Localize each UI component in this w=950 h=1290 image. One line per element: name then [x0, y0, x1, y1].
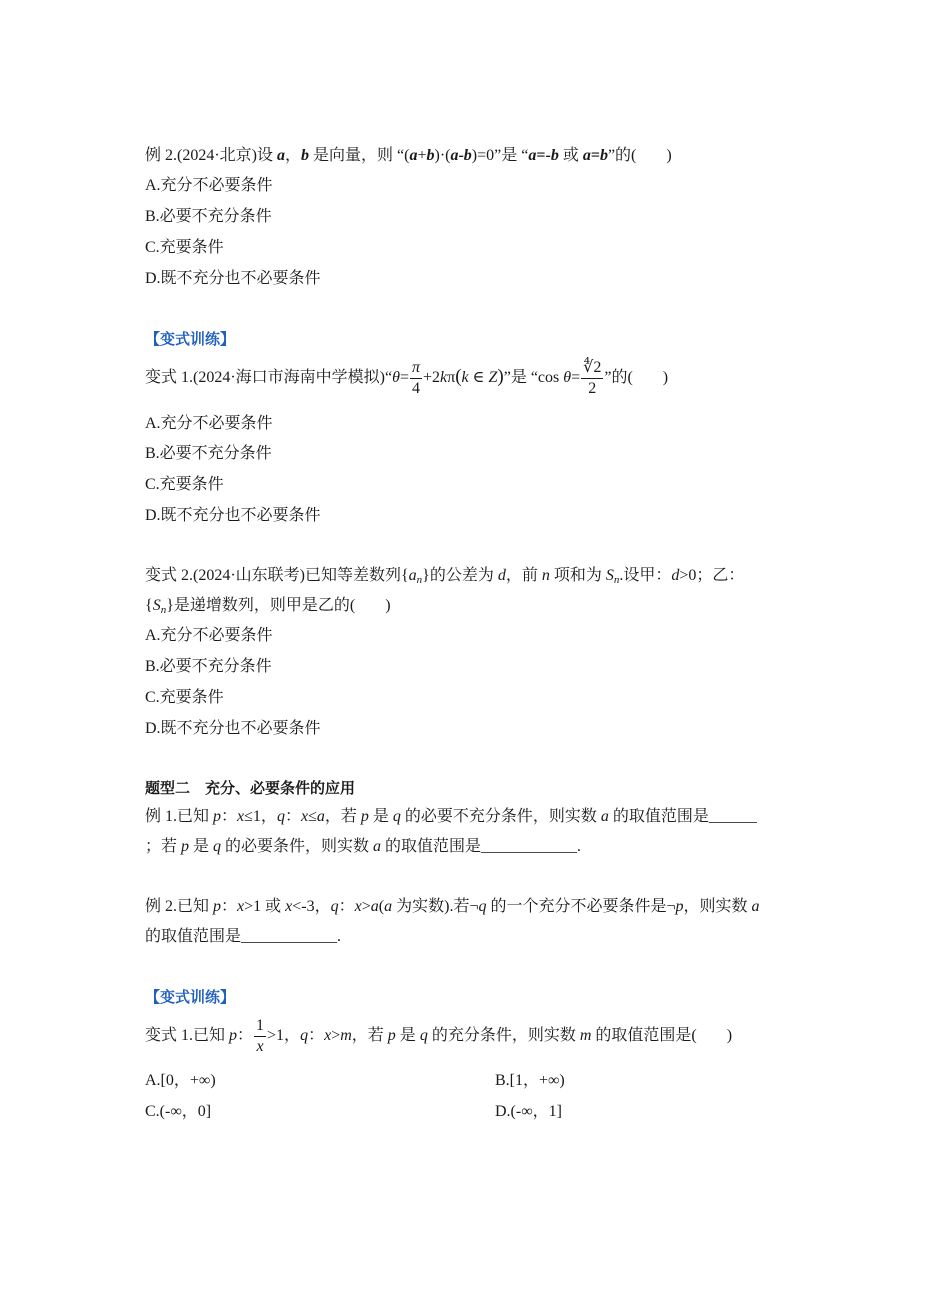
- question-variant2-line2: $\{S_n\}$是递增数列，则甲是乙的( ): [145, 597, 391, 616]
- variant-heading: 【变式训练】: [145, 330, 236, 348]
- question-variant1: 变式 1.(2024·海口市海南中学模拟)“θ= $\frac{\pi}{4}$ +2kπ(k ∈ Z)”是 “cos θ= $\frac{∜2}{2}$ ”的( ): [145, 358, 669, 397]
- variant-heading: 【变式训练】: [145, 988, 236, 1006]
- option-d: D.既不充分也不必要条件: [145, 270, 321, 287]
- option-b: B.必要不充分条件: [145, 658, 272, 675]
- question-ex2b-line2: 的取值范围是____________.: [145, 928, 342, 945]
- fraction-1-x: $\frac{1}{x}$: [256, 1016, 265, 1055]
- option-a: A.充分不必要条件: [145, 415, 273, 432]
- option-b: B.必要不充分条件: [145, 208, 272, 225]
- option-c: C.充要条件: [145, 476, 224, 493]
- option-a: A.充分不必要条件: [145, 177, 273, 194]
- option-d: D.既不充分也不必要条件: [145, 720, 321, 737]
- question-variant1b: 变式 1.已知 p： $\frac{1}{x}$ >1，q：x>m，若 p 是 q 的充分条件，则实数 m 的取值范围是( ): [145, 1016, 733, 1055]
- question-ex2b-line1: 例 2.已知 p：x>1 或 x<-3，q：x>a(a 为实数).若¬q 的一个充分不必要条件是¬p，则实数 a: [145, 898, 760, 915]
- question-ex1-line1: 例 1.已知 p：x≤1，q：x≤a，若 p 是 q 的必要不充分条件，则实数 a 的取值范围是______: [145, 808, 757, 825]
- option-c: C.充要条件: [145, 689, 224, 706]
- section-title: 题型二 充分、必要条件的应用: [145, 779, 356, 797]
- fraction-pi-4: $\frac{\pi}{4}$: [411, 358, 420, 397]
- question-ex2: 例 2.(2024·北京)设 a，b 是向量，则 “(a+b)·(a-b)=0”是 “a=-b 或 a=b”的( ): [145, 147, 672, 164]
- fraction-root2-2: $\frac{∜2}{2}$: [583, 358, 602, 397]
- question-ex1-line2: ；若 p 是 q 的必要条件，则实数 a 的取值范围是____________.: [145, 838, 582, 855]
- option-b: B.[1，+∞): [495, 1072, 565, 1089]
- option-a: A.[0，+∞): [145, 1072, 216, 1089]
- option-c: C.(-∞，0]: [145, 1103, 212, 1120]
- option-d: D.(-∞，1]: [495, 1103, 562, 1120]
- option-c: C.充要条件: [145, 239, 224, 256]
- option-b: B.必要不充分条件: [145, 445, 272, 462]
- option-a: A.充分不必要条件: [145, 627, 273, 644]
- option-d: D.既不充分也不必要条件: [145, 507, 321, 524]
- question-variant2-line1: 变式 2.(2024·山东联考)已知等差数列$\{a_n\}$的公差为 d，前 n 项和为 $S_n$.设甲：d>0；乙：: [145, 567, 745, 586]
